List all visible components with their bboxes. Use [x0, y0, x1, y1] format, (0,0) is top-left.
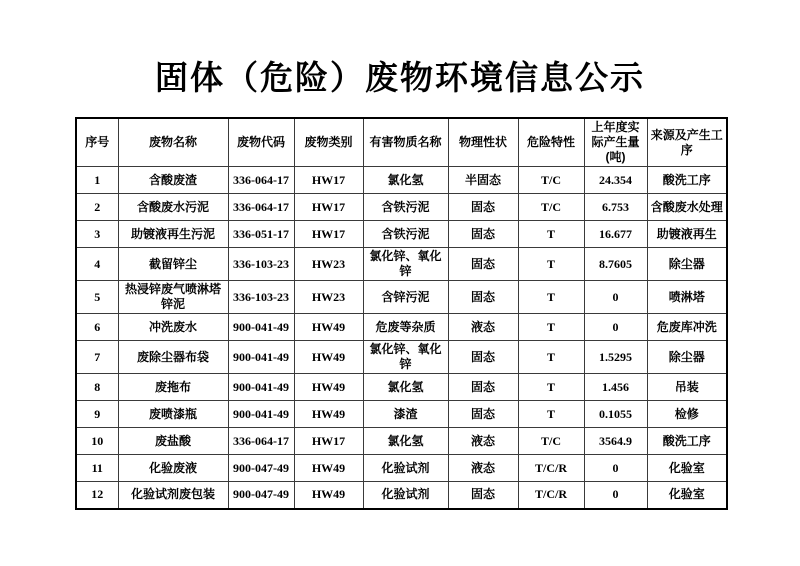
cell-substance: 含锌污泥	[363, 281, 448, 314]
table-row	[76, 194, 727, 221]
cell-code: 336-103-23	[228, 281, 294, 314]
cell-hazard: T	[518, 341, 584, 374]
cell-code: 900-041-49	[228, 401, 294, 428]
cell-source: 危废库冲洗	[647, 314, 727, 341]
cell-name: 废喷漆瓶	[118, 401, 228, 428]
cell-serial: 2	[76, 194, 118, 221]
cell-serial: 9	[76, 401, 118, 428]
cell-category: HW49	[294, 374, 363, 401]
cell-substance: 化验试剂	[363, 455, 448, 482]
cell-name: 化验废液	[118, 455, 228, 482]
cell-hazard: T/C	[518, 428, 584, 455]
cell-code: 336-064-17	[228, 194, 294, 221]
cell-code: 336-064-17	[228, 167, 294, 194]
cell-substance: 氯化氢	[363, 167, 448, 194]
cell-source: 吊装	[647, 374, 727, 401]
cell-hazard: T/C/R	[518, 455, 584, 482]
cell-source: 除尘器	[647, 248, 727, 281]
cell-name: 助镀液再生污泥	[118, 221, 228, 248]
cell-substance: 危废等杂质	[363, 314, 448, 341]
cell-amount: 8.7605	[584, 248, 647, 281]
cell-source: 酸洗工序	[647, 167, 727, 194]
cell-hazard: T	[518, 281, 584, 314]
cell-substance: 氯化锌、氧化锌	[363, 248, 448, 281]
cell-serial: 11	[76, 455, 118, 482]
cell-serial: 12	[76, 482, 118, 509]
cell-hazard: T/C	[518, 194, 584, 221]
cell-amount: 0	[584, 281, 647, 314]
cell-state: 液态	[448, 314, 518, 341]
header-hazard: 危险特性	[518, 118, 584, 167]
cell-source: 除尘器	[647, 341, 727, 374]
cell-code: 900-041-49	[228, 314, 294, 341]
cell-name: 化验试剂废包装	[118, 482, 228, 509]
cell-substance: 含铁污泥	[363, 194, 448, 221]
cell-code: 336-051-17	[228, 221, 294, 248]
cell-code: 900-041-49	[228, 374, 294, 401]
cell-name: 截留锌尘	[118, 248, 228, 281]
cell-source: 酸洗工序	[647, 428, 727, 455]
cell-hazard: T/C/R	[518, 482, 584, 509]
cell-name: 含酸废水污泥	[118, 194, 228, 221]
cell-hazard: T	[518, 248, 584, 281]
table-row	[76, 314, 727, 341]
cell-category: HW49	[294, 482, 363, 509]
table-row	[76, 428, 727, 455]
header-category: 废物类别	[294, 118, 363, 167]
cell-state: 固态	[448, 194, 518, 221]
cell-source: 喷淋塔	[647, 281, 727, 314]
cell-amount: 0	[584, 482, 647, 509]
cell-state: 固态	[448, 482, 518, 509]
cell-amount: 1.456	[584, 374, 647, 401]
cell-state: 固态	[448, 401, 518, 428]
header-amount: 上年度实际产生量(吨)	[584, 118, 647, 167]
cell-category: HW17	[294, 428, 363, 455]
cell-source: 化验室	[647, 455, 727, 482]
cell-source: 助镀液再生	[647, 221, 727, 248]
cell-category: HW49	[294, 314, 363, 341]
cell-serial: 8	[76, 374, 118, 401]
cell-name: 冲洗废水	[118, 314, 228, 341]
cell-substance: 化验试剂	[363, 482, 448, 509]
cell-amount: 1.5295	[584, 341, 647, 374]
cell-hazard: T/C	[518, 167, 584, 194]
table-row	[76, 482, 727, 509]
cell-category: HW23	[294, 248, 363, 281]
cell-state: 固态	[448, 281, 518, 314]
cell-amount: 16.677	[584, 221, 647, 248]
waste-info-table	[75, 117, 728, 510]
cell-name: 含酸废渣	[118, 167, 228, 194]
cell-state: 固态	[448, 221, 518, 248]
cell-state: 液态	[448, 428, 518, 455]
cell-category: HW49	[294, 401, 363, 428]
cell-category: HW17	[294, 221, 363, 248]
cell-code: 900-047-49	[228, 455, 294, 482]
header-name: 废物名称	[118, 118, 228, 167]
cell-code: 900-041-49	[228, 341, 294, 374]
table-row	[76, 455, 727, 482]
cell-amount: 3564.9	[584, 428, 647, 455]
cell-state: 固态	[448, 248, 518, 281]
header-serial: 序号	[76, 118, 118, 167]
cell-substance: 氯化氢	[363, 428, 448, 455]
cell-serial: 6	[76, 314, 118, 341]
cell-name: 废盐酸	[118, 428, 228, 455]
cell-serial: 7	[76, 341, 118, 374]
cell-code: 336-064-17	[228, 428, 294, 455]
header-state: 物理性状	[448, 118, 518, 167]
table-row	[76, 341, 727, 374]
cell-code: 900-047-49	[228, 482, 294, 509]
cell-state: 固态	[448, 341, 518, 374]
header-substance: 有害物质名称	[363, 118, 448, 167]
table-row	[76, 248, 727, 281]
table-row	[76, 281, 727, 314]
cell-name: 热浸锌废气喷淋塔锌泥	[118, 281, 228, 314]
cell-serial: 3	[76, 221, 118, 248]
cell-hazard: T	[518, 374, 584, 401]
cell-hazard: T	[518, 314, 584, 341]
cell-code: 336-103-23	[228, 248, 294, 281]
cell-category: HW49	[294, 455, 363, 482]
cell-amount: 0	[584, 314, 647, 341]
table-row	[76, 401, 727, 428]
cell-serial: 10	[76, 428, 118, 455]
cell-source: 检修	[647, 401, 727, 428]
cell-amount: 24.354	[584, 167, 647, 194]
cell-substance: 氯化锌、氧化锌	[363, 341, 448, 374]
table-header-row	[76, 118, 727, 167]
header-code: 废物代码	[228, 118, 294, 167]
page-title: 固体（危险）废物环境信息公示	[155, 61, 645, 97]
cell-category: HW17	[294, 167, 363, 194]
cell-state: 液态	[448, 455, 518, 482]
cell-substance: 氯化氢	[363, 374, 448, 401]
cell-name: 废除尘器布袋	[118, 341, 228, 374]
cell-substance: 漆渣	[363, 401, 448, 428]
cell-category: HW49	[294, 341, 363, 374]
cell-serial: 4	[76, 248, 118, 281]
cell-amount: 0	[584, 455, 647, 482]
cell-amount: 6.753	[584, 194, 647, 221]
cell-hazard: T	[518, 401, 584, 428]
cell-category: HW17	[294, 194, 363, 221]
cell-substance: 含铁污泥	[363, 221, 448, 248]
cell-serial: 1	[76, 167, 118, 194]
header-source: 来源及产生工序	[647, 118, 727, 167]
table-row	[76, 374, 727, 401]
cell-hazard: T	[518, 221, 584, 248]
cell-amount: 0.1055	[584, 401, 647, 428]
cell-source: 含酸废水处理	[647, 194, 727, 221]
cell-serial: 5	[76, 281, 118, 314]
cell-state: 半固态	[448, 167, 518, 194]
cell-source: 化验室	[647, 482, 727, 509]
table-row	[76, 221, 727, 248]
cell-state: 固态	[448, 374, 518, 401]
cell-category: HW23	[294, 281, 363, 314]
cell-name: 废拖布	[118, 374, 228, 401]
table-row	[76, 167, 727, 194]
